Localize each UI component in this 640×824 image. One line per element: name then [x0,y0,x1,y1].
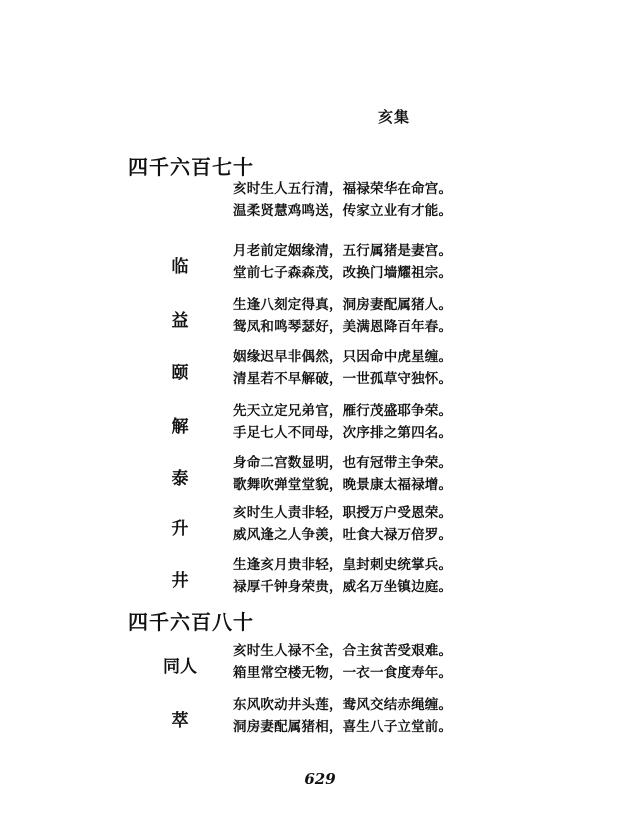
verse-lines [233,640,452,684]
verse-line: 洞房妻配属猪相，喜生八子立堂前。 [233,719,453,735]
verse-line: 歌舞吹弹堂堂貌，晚景康太福禄增。 [233,477,453,493]
verse-line: 月老前定姻缘清，五行属猪是妻宫。 [233,243,453,259]
verse-line: 生逢八刻定得真，洞房妻配属猪人。 [233,297,453,313]
verse-entry [0,240,640,284]
entry-label: 升 [171,519,189,539]
entry-label: 泰 [171,469,189,489]
verse-entry [0,502,640,546]
verse-entry [0,694,640,738]
entry-label: 解 [171,417,189,437]
verse-line: 鸳凤和鸣琴瑟好，美满恩降百年春。 [233,319,453,335]
verse-line: 亥时生人禄不全，合主贫苦受艰难。 [233,643,453,659]
verse-entry [0,452,640,496]
section-heading: 四千六百八十 [128,610,254,634]
section-heading: 四千六百七十 [128,155,254,179]
entry-label: 井 [171,571,189,591]
verse-line: 身命二宫数显明，也有冠带主争荣。 [233,455,453,471]
verse-line: 姻缘迟早非偶然，只因命中虎星缠。 [233,349,453,365]
verse-line: 温柔贤慧鸡鸣送，传家立业有才能。 [233,203,453,219]
verse-lines [233,554,452,598]
verse-line: 亥时生人五行清，福禄荣华在命宫。 [233,181,453,197]
verse-line: 亥时生人责非轻，职授万户受恩荣。 [233,505,453,521]
entry-label: 临 [171,257,189,277]
entry-label: 颐 [171,363,189,383]
verse-lines [233,240,452,284]
verse-entry [0,178,640,222]
verse-line: 手足七人不同母，次序排之第四名。 [233,425,453,441]
verse-line: 禄厚千钟身荣贵，威名万坐镇边庭。 [233,579,453,595]
verse-entry [0,294,640,338]
verse-lines [233,294,452,338]
verse-entry [0,554,640,598]
verse-line: 清星若不早解破，一世孤草守独怀。 [233,371,453,387]
verse-line: 箱里常空楼无物，一衣一食度寿年。 [233,665,453,681]
verse-lines [233,400,452,444]
verse-lines [233,178,452,222]
verse-entry [0,400,640,444]
verse-lines [233,502,452,546]
running-head: 亥集 [378,108,411,126]
verse-line: 堂前七子森森茂，改换门墙耀祖宗。 [233,265,453,281]
verse-lines [233,694,452,738]
entry-label: 萃 [171,711,189,731]
entry-label: 同人 [163,657,197,677]
verse-entry [0,640,640,684]
page-number: 629 [304,770,336,788]
verse-line: 威风逢之人争羡，吐食大禄万倍罗。 [233,527,453,543]
verse-entry [0,346,640,390]
verse-line: 东风吹动井头莲，鸯风交结赤绳缠。 [233,697,453,713]
verse-lines [233,346,452,390]
verse-line: 生逢亥月贵非轻，皇封刺史统掌兵。 [233,557,453,573]
verse-lines [233,452,452,496]
entry-label: 益 [171,311,189,331]
verse-line: 先天立定兄弟官，雁行茂盛耶争荣。 [233,403,453,419]
